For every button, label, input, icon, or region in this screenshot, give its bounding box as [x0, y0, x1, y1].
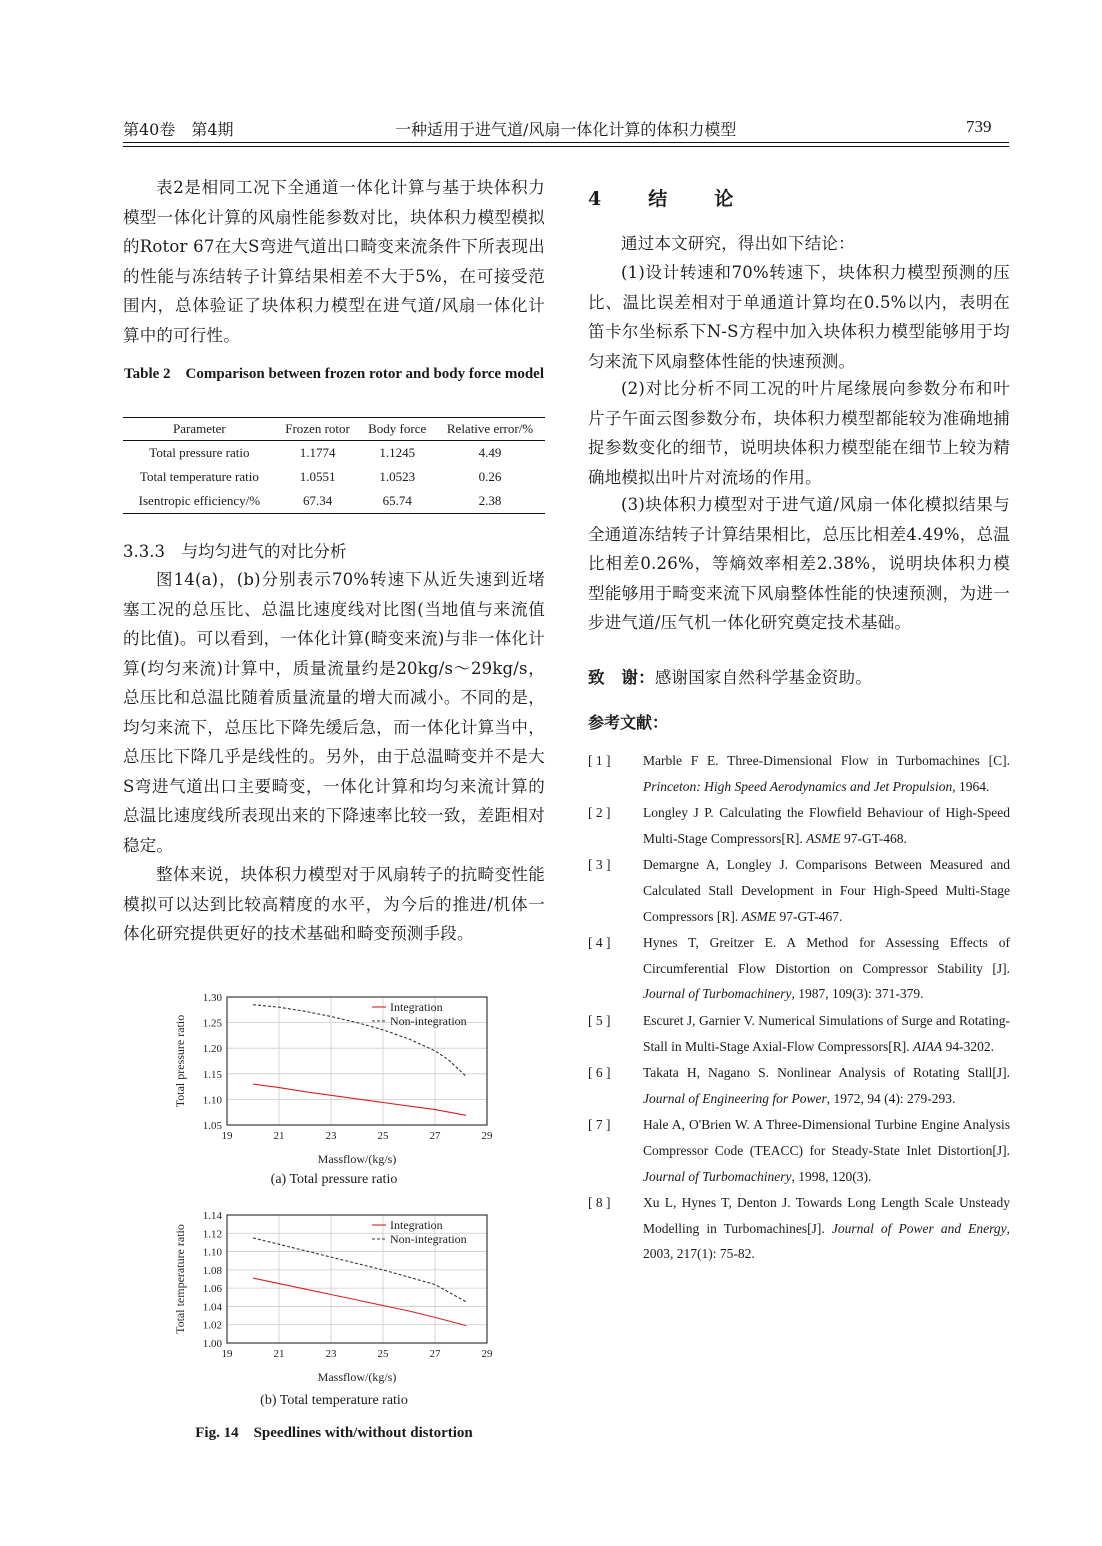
- paragraph-table-discussion: 表2是相同工况下全通道一体化计算与基于块体积力模型一体化计算的风扇性能参数对比，块体积力模型模拟的Rotor 67在大S弯进气道出口畸变来流条件下所表现出的性能与冻结转子计算结果相差不大于5%，在可接受范围内，总体验证了块体积力模型在进气道/风扇一体化计算中的可行性。: [123, 178, 545, 345]
- legend-label: Non-integration: [390, 1014, 467, 1028]
- reference-text: Longley J P. Calculating the Flowfield Behaviour of High-Speed Multi-Stage Compressors[R]. ASME 97-GT-468.: [643, 805, 1010, 846]
- acknowledgement: [588, 663, 1010, 693]
- x-tick-label: 27: [429, 1130, 441, 1142]
- y-tick-label: 1.14: [202, 1210, 222, 1222]
- header-rule: [123, 142, 1009, 143]
- y-tick-label: 1.15: [202, 1068, 222, 1081]
- x-tick-label: 23: [325, 1130, 337, 1142]
- x-tick-label: 27: [429, 1348, 441, 1360]
- table-cell: Isentropic efficiency/%: [123, 489, 276, 514]
- reference-item: [588, 930, 1010, 1007]
- reference-number: [ 7 ]: [588, 1117, 611, 1133]
- reference-text: Xu L, Hynes T, Denton J. Towards Long Length Scale Unsteady Modelling in Turbomachines[J]. Journal of Power and Energy, 2003, 217(1): 75-82.: [643, 1195, 1011, 1262]
- acknowledgement-label: 致 谢：: [588, 668, 655, 687]
- reference-item: [588, 1112, 1010, 1189]
- table-cell: 1.0551: [299, 469, 336, 484]
- paragraph-speedline-analysis: 图14(a)，(b)分别表示70%转速下从近失速到近堵塞工况的总压比、总温比速度线对比图(当地值与来流值的比值)。可以看到，一体化计算(畸变来流)与非一体化计算(均匀来流)计算中，质量流量约是20kg/s～29kg/s，总压比和总温比随着质量流量的增大而减小。不同的是，均匀来流下，总压比下降先缓后急，而一体化计算当中，总压比下降几乎是线性的。另外，由于总温畸变并不是大S弯进气道出口主要畸变，一体化计算和均匀来流计算的总温比速度线所表现出来的下降速率比较一致，差距相对稳定。: [123, 570, 545, 855]
- reference-list: [588, 748, 1010, 1268]
- series-line-integration: [253, 1278, 466, 1326]
- y-tick-label: 1.20: [202, 1043, 222, 1056]
- figure-caption: Fig. 14 Speedlines with/without distortion: [195, 1425, 473, 1441]
- reference-number: [ 4 ]: [588, 935, 611, 951]
- table-cell: 65.74: [359, 489, 435, 514]
- x-axis-label: Massflow/(kg/s): [317, 1152, 397, 1166]
- table-header: Body force: [359, 418, 435, 441]
- y-tick-label: 1.25: [202, 1017, 222, 1030]
- reference-number: [ 5 ]: [588, 1012, 611, 1028]
- reference-text: Hale A, O'Brien W. A Three-Dimensional Turbine Engine Analysis Compressor Code (TEACC) for Steady-State Inlet Distortion[J]. Journal of Turbomachinery, 1998, 120(3).: [643, 1117, 1010, 1184]
- reference-item: [588, 852, 1010, 929]
- y-tick-label: 1.10: [202, 1094, 222, 1107]
- x-tick-label: 21: [273, 1130, 285, 1142]
- y-tick-label: 1.12: [202, 1228, 222, 1241]
- table-cell: Total pressure ratio: [149, 445, 250, 460]
- subfigure-caption-b: (b) Total temperature ratio: [260, 1393, 408, 1408]
- chart-total-temperature-ratio: [160, 1203, 510, 1388]
- x-tick-label: 19: [221, 1348, 233, 1360]
- conclusion-item-2: (2)对比分析不同工况的叶片尾缘展向参数分布和叶片子午面云图参数分布，块体积力模型都能较为准确地捕捉参数变化的细节，说明块体积力模型能在细节上较为精确地模拟出叶片对流场的作用。: [588, 379, 1010, 487]
- table-header: Parameter: [123, 418, 276, 441]
- reference-number: [ 1 ]: [588, 753, 611, 768]
- reference-number: [ 8 ]: [588, 1195, 611, 1211]
- reference-item: [588, 748, 1010, 799]
- subsection-title: 3.3.3 与均匀进气的对比分析: [123, 542, 347, 561]
- x-tick-label: 19: [221, 1130, 233, 1142]
- x-axis-label: Massflow/(kg/s): [317, 1370, 397, 1384]
- comparison-table: [123, 417, 545, 514]
- y-axis-label: Total pressure ratio: [173, 1014, 187, 1108]
- x-tick-label: 23: [325, 1348, 337, 1360]
- y-tick-label: 1.02: [202, 1319, 222, 1332]
- y-tick-label: 1.10: [202, 1246, 222, 1259]
- y-tick-label: 1.00: [202, 1338, 222, 1350]
- reference-text: Hynes T, Greitzer E. A Method for Assessing Effects of Circumferential Flow Distortion on Compressor Stability [J]. Journal of Turbomachinery, 1987, 109(3): 371-379.: [643, 935, 1010, 1002]
- x-tick-label: 25: [377, 1348, 389, 1360]
- references-title: 参考文献：: [588, 713, 669, 732]
- conclusion-intro: 通过本文研究，得出如下结论：: [621, 234, 855, 253]
- reference-text: Takata H, Nagano S. Nonlinear Analysis of Rotating Stall[J]. Journal of Engineering for Power, 1972, 94 (4): 279-293.: [643, 1065, 1010, 1106]
- conclusion-item-1: (1)设计转速和70%转速下，块体积力模型预测的压比、温比误差相对于单通道计算均在0.5%以内，表明在笛卡尔坐标系下N-S方程中加入块体积力模型能够用于均匀来流下风扇整体性能的快速预测。: [588, 263, 1010, 371]
- conclusion-item-3: (3)块体积力模型对于进气道/风扇一体化模拟结果与全通道冻结转子计算结果相比，总压比相差4.49%，总温比相差0.26%，等熵效率相差2.38%，说明块体积力模型能够用于畸变来流下风扇整体性能的快速预测，为进一步进气道/压气机一体化研究奠定技术基础。: [588, 495, 1010, 632]
- table-cell: 67.34: [276, 489, 360, 514]
- y-axis-label: Total temperature ratio: [173, 1224, 187, 1334]
- reference-number: [ 6 ]: [588, 1065, 611, 1081]
- chart-total-pressure-ratio: [160, 985, 510, 1170]
- y-tick-label: 1.08: [202, 1264, 222, 1277]
- paragraph-summary: 整体来说，块体积力模型对于风扇转子的抗畸变性能模拟可以达到比较高精度的水平，为今后的推进/机体一体化研究提供更好的技术基础和畸变预测手段。: [123, 865, 545, 943]
- x-tick-label: 25: [377, 1130, 389, 1142]
- y-tick-label: 1.30: [202, 992, 222, 1004]
- reference-item: [588, 800, 1010, 851]
- reference-item: [588, 1060, 1010, 1111]
- y-tick-label: 1.06: [202, 1283, 222, 1296]
- table-cell: 1.0523: [379, 469, 416, 484]
- reference-item: [588, 1008, 1010, 1059]
- reference-item: [588, 1190, 1010, 1267]
- journal-issue: 第40卷 第4期: [123, 120, 234, 139]
- legend-label: Non-integration: [390, 1232, 467, 1246]
- legend-label: Integration: [390, 1218, 443, 1232]
- header-rule-thin: [123, 146, 1009, 147]
- table-cell: 1.1245: [379, 445, 416, 460]
- table-header: Frozen rotor: [276, 418, 360, 441]
- table-row: [123, 465, 545, 489]
- section-title-conclusions: 4 结 论: [588, 188, 748, 210]
- table-cell: 0.26: [478, 469, 502, 484]
- table-cell: Total temperature ratio: [139, 469, 259, 484]
- x-tick-label: 29: [481, 1130, 493, 1142]
- table-cell: 4.49: [478, 445, 502, 460]
- table-header: Relative error/%: [435, 418, 545, 441]
- running-title: 一种适用于进气道/风扇一体化计算的体积力模型: [395, 120, 737, 139]
- table-row: [123, 489, 545, 514]
- table-row: [123, 441, 545, 466]
- y-tick-label: 1.04: [202, 1301, 222, 1314]
- page-number: 739: [966, 117, 992, 136]
- x-tick-label: 21: [273, 1348, 285, 1360]
- reference-number: [ 2 ]: [588, 805, 611, 821]
- reference-text: Marble F E. Three-Dimensional Flow in Turbomachines [C]. Princeton: High Speed Aerodynamics and Jet Propulsion, 1964.: [643, 753, 1010, 794]
- subfigure-caption-a: (a) Total pressure ratio: [270, 1172, 398, 1187]
- legend-label: Integration: [390, 1000, 443, 1014]
- reference-text: Demargne A, Longley J. Comparisons Between Measured and Calculated Stall Development in Four High-Speed Multi-Stage Compressors [R]. ASME 97-GT-467.: [643, 857, 1010, 924]
- x-tick-label: 29: [481, 1348, 493, 1360]
- reference-text: Escuret J, Garnier V. Numerical Simulations of Surge and Rotating-Stall in Multi-Stage Axial-Flow Compressors[R]. AIAA 94-3202.: [643, 1012, 1010, 1054]
- table-cell: 1.1774: [299, 445, 336, 460]
- y-tick-label: 1.05: [202, 1120, 222, 1132]
- acknowledgement-text: 感谢国家自然科学基金资助。: [654, 668, 872, 687]
- table-cell: 2.38: [435, 489, 545, 514]
- reference-number: [ 3 ]: [588, 857, 611, 873]
- table-caption: Table 2 Comparison between frozen rotor and body force model: [124, 366, 544, 382]
